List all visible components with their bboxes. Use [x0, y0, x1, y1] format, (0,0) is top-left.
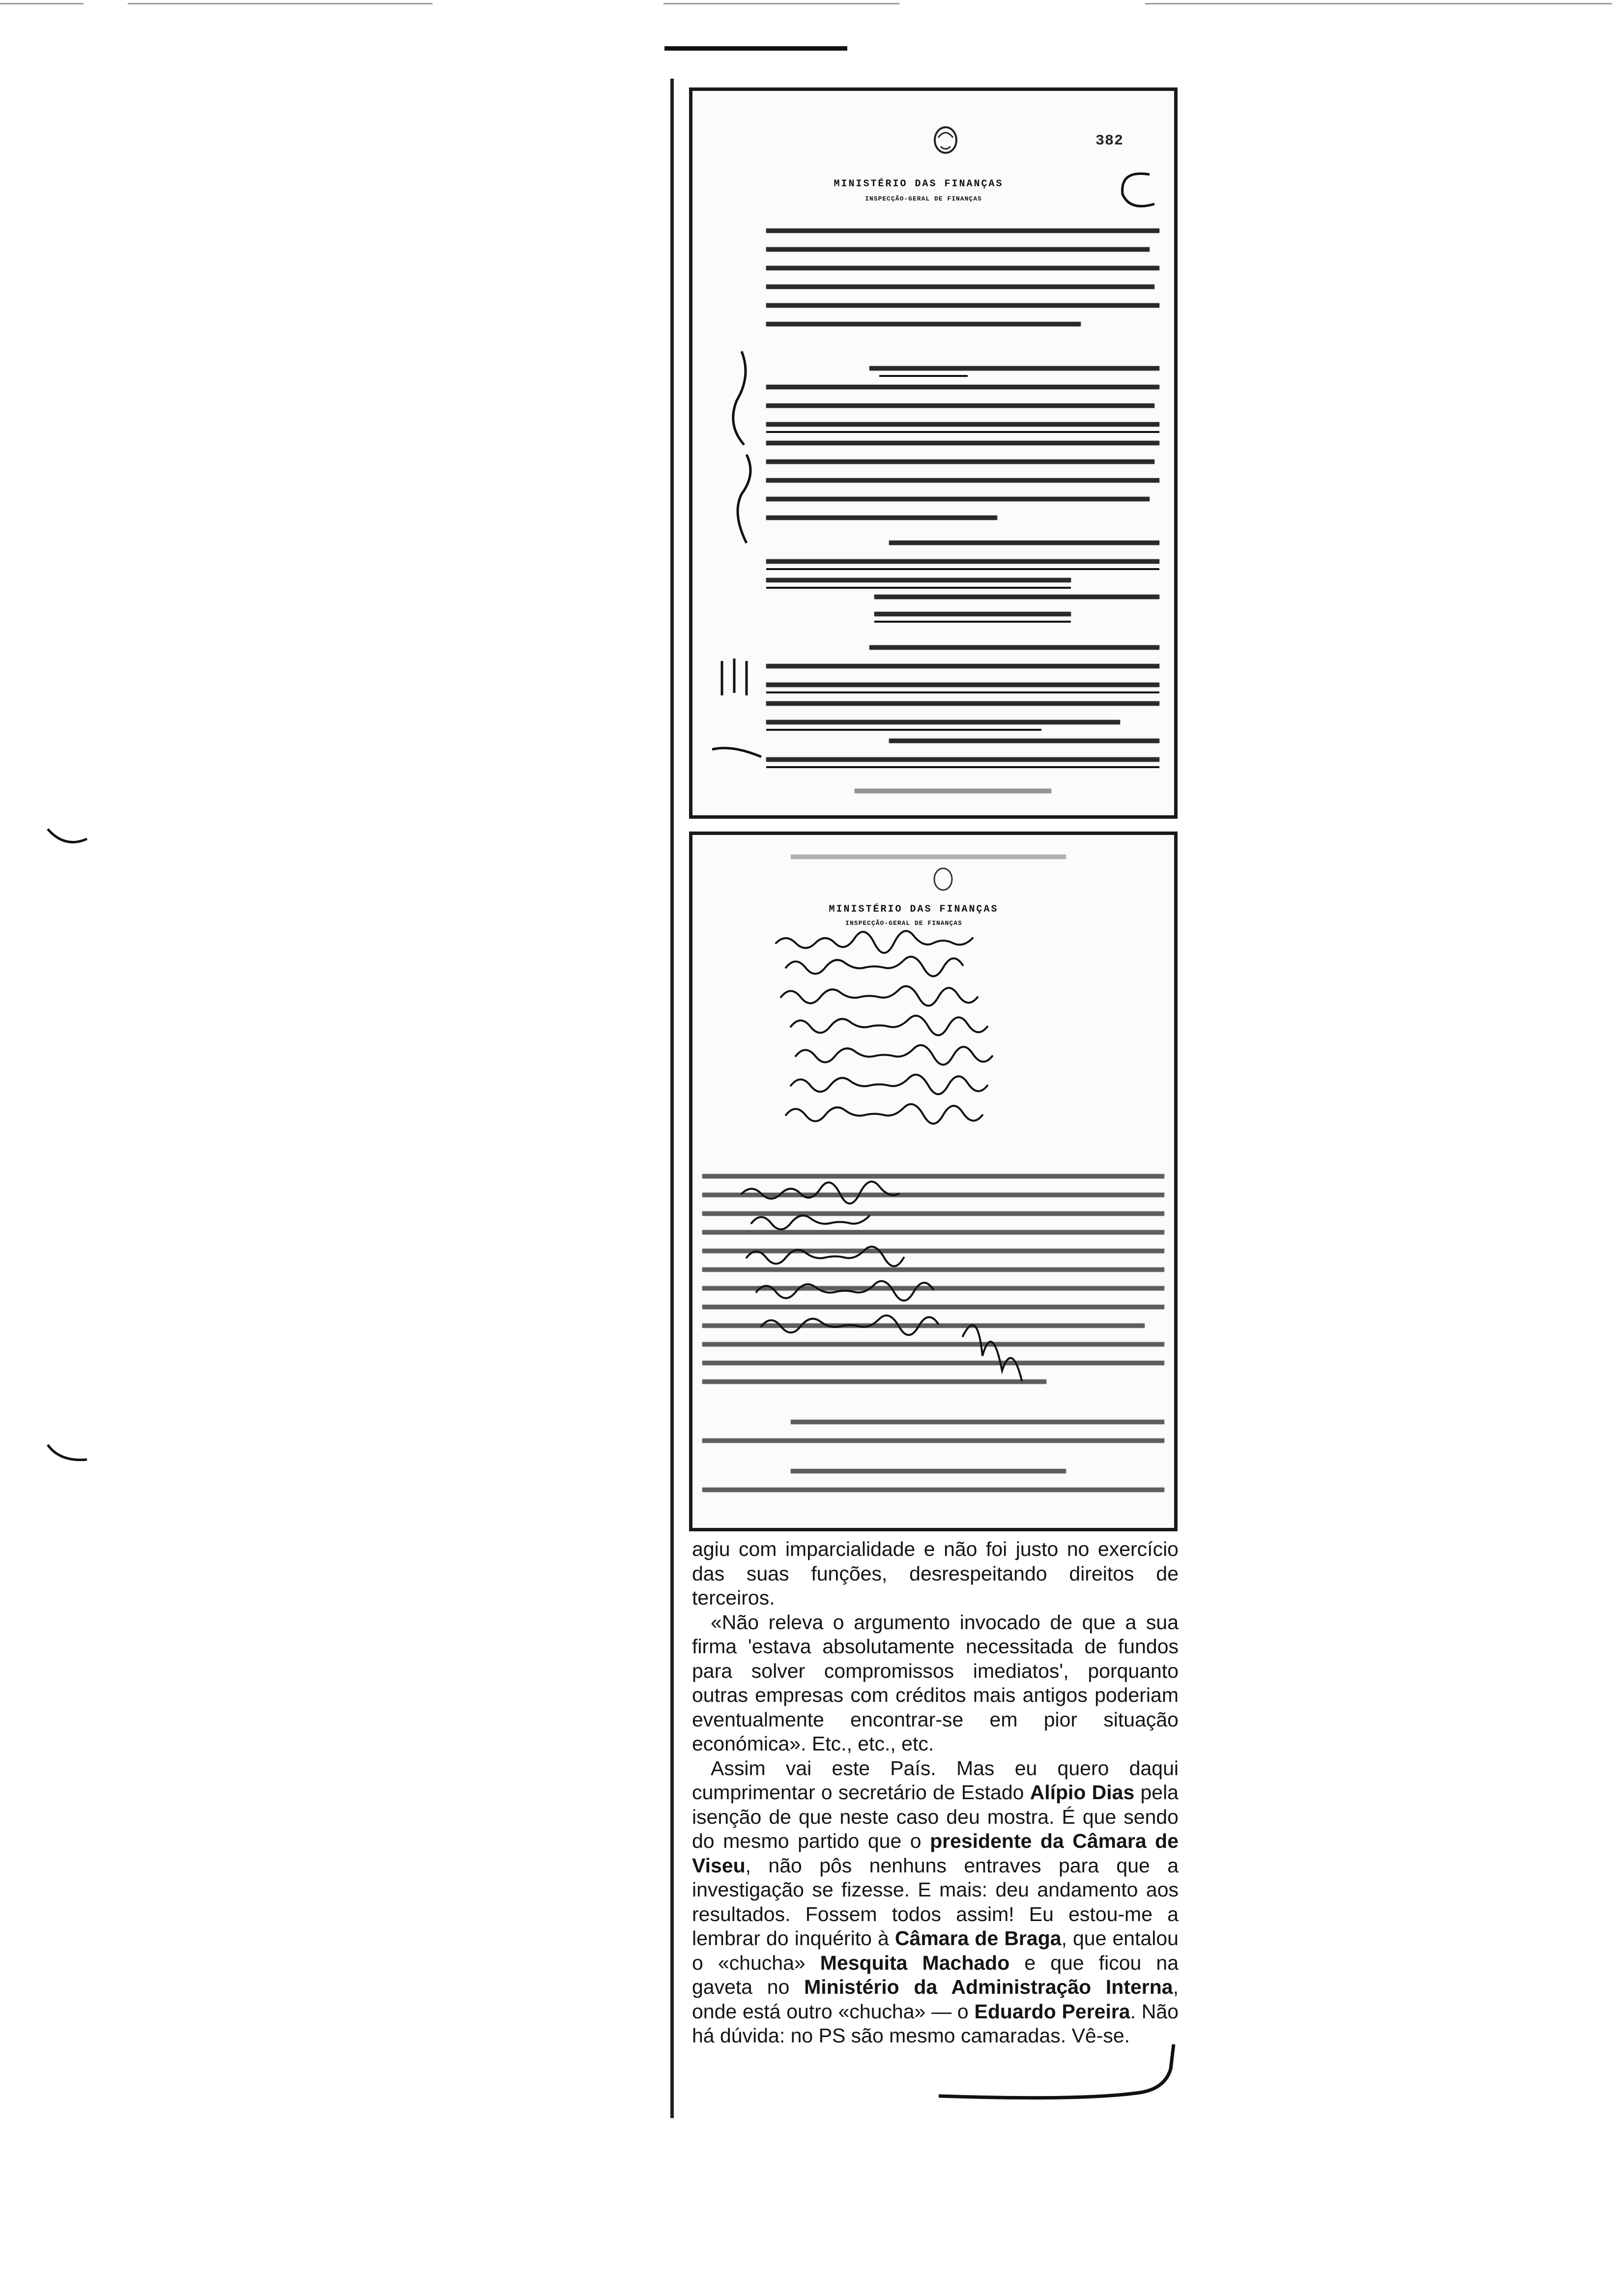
typed-line: [766, 266, 1159, 270]
bold-name: Câmara de Braga: [894, 1927, 1062, 1950]
column-rule: [670, 79, 674, 2118]
underline-mark: [766, 729, 1041, 731]
article-paragraph-1: [692, 1537, 1179, 1610]
bottom-closing-curve: [934, 2035, 1199, 2108]
handwritten-overwriting: [732, 1174, 1125, 1400]
typed-line: [766, 459, 1154, 464]
typed-line: [766, 478, 1159, 483]
document-clipping-bottom: [689, 832, 1178, 1531]
bold-name: presidente da Câmara de Viseu: [692, 1830, 1179, 1877]
typed-line: [766, 516, 997, 520]
typed-line: [874, 612, 1071, 616]
typed-line: [791, 1420, 1164, 1424]
typed-line: [889, 541, 1159, 545]
underline-mark: [879, 375, 968, 377]
handwritten-margin-marks: [702, 651, 776, 769]
typed-line: [766, 303, 1159, 308]
typed-line: [869, 366, 1159, 371]
typed-line: [766, 497, 1150, 501]
column-head-rule: [664, 46, 847, 51]
seal-emblem-icon: [923, 864, 963, 894]
typed-line: [766, 285, 1154, 289]
underline-mark: [874, 621, 1071, 623]
top-rule-left: [0, 3, 84, 4]
margin-mark-2: [45, 1440, 89, 1469]
typed-line: [766, 229, 1159, 233]
top-rule-right: [663, 3, 899, 4]
typed-line: [702, 1438, 1164, 1443]
typed-line: [766, 422, 1159, 427]
typed-line: [855, 789, 1051, 793]
typed-line: [766, 385, 1159, 389]
top-rule-far-right: [1145, 3, 1612, 4]
paragraph-text: , que entalou o «chucha»: [692, 1927, 1179, 1974]
underline-mark: [766, 691, 1159, 693]
typed-line: [889, 739, 1159, 743]
bold-name: Alípio Dias: [1030, 1781, 1135, 1804]
paragraph-text: e que ficou na gaveta no: [692, 1951, 1179, 1998]
paragraph-text: Assim vai este País. Mas eu quero daqui cumprimentar o secretário de Estado: [692, 1756, 1179, 1804]
typed-line: [869, 645, 1159, 650]
typed-line: [874, 595, 1159, 599]
handwritten-margin-bracket: [722, 346, 766, 553]
paragraph-text: , onde está outro «chucha» — o: [692, 1976, 1179, 2023]
typed-line: [791, 1469, 1066, 1473]
underline-mark: [766, 587, 1071, 589]
ministry-header: MINISTÉRIO DAS FINANÇAS: [834, 178, 1004, 190]
typed-line: [766, 441, 1159, 445]
underline-mark: [766, 766, 1159, 768]
underline-mark: [766, 431, 1159, 433]
typed-line: [766, 720, 1120, 724]
paragraph-text: . Não há dúvida: no PS são mesmo camaradas. Vê-se.: [692, 2000, 1179, 2047]
bold-name: Eduardo Pereira: [974, 2000, 1130, 2023]
page-number-mark: 382: [1095, 133, 1124, 149]
paragraph-text: agiu com imparcialidade e não foi justo no exercício das suas funções, desrespeitando direitos de terceiros.: [692, 1538, 1179, 1609]
department-header: INSPECÇÃO-GERAL DE FINANÇAS: [865, 195, 982, 202]
ministry-header: MINISTÉRIO DAS FINANÇAS: [829, 904, 999, 915]
typed-line: [766, 757, 1159, 762]
typed-line: [702, 1488, 1164, 1492]
typed-line: [766, 701, 1159, 706]
typed-line: [766, 322, 1081, 326]
document-clipping-top: [689, 87, 1178, 819]
typed-line: [766, 403, 1154, 408]
article-body: [692, 1537, 1179, 2048]
department-header: INSPECÇÃO-GERAL DE FINANÇAS: [845, 919, 962, 927]
article-paragraph-3: [692, 1756, 1179, 2048]
paragraph-text: , não pôs nenhuns entraves para que a investigação se fizesse. E mais: deu andamento aos resultados. Fossem todos assim! Eu estou-me a lembrar do inquérito à: [692, 1854, 1179, 1950]
seal-emblem-icon: [923, 123, 968, 157]
typed-line: [766, 664, 1159, 668]
typed-line: [766, 247, 1150, 252]
bold-name: Ministério da Administração Interna: [804, 1976, 1173, 1998]
margin-mark-1: [45, 822, 89, 851]
paragraph-text: «Não releva o argumento invocado de que a sua firma 'estava absolutamente necessitada de fundos para solver compromissos imediatos', porquanto outras empresas com créditos mais antigos poderiam eventualmente encontrar-se em pior situação económica». Etc., etc., etc.: [692, 1610, 1179, 1755]
typed-line: [766, 559, 1159, 564]
handwritten-notes-block: [766, 923, 1169, 1159]
underline-mark: [766, 568, 1159, 570]
typed-line: [766, 578, 1071, 582]
article-paragraph-2: [692, 1610, 1179, 1756]
top-rule-center: [128, 3, 432, 4]
typed-line: [766, 683, 1159, 687]
typed-line: [791, 855, 1066, 859]
paragraph-text: pela isenção de que neste caso deu mostra. É que sendo do mesmo partido que o: [692, 1781, 1179, 1852]
bold-name: Mesquita Machado: [820, 1951, 1010, 1974]
